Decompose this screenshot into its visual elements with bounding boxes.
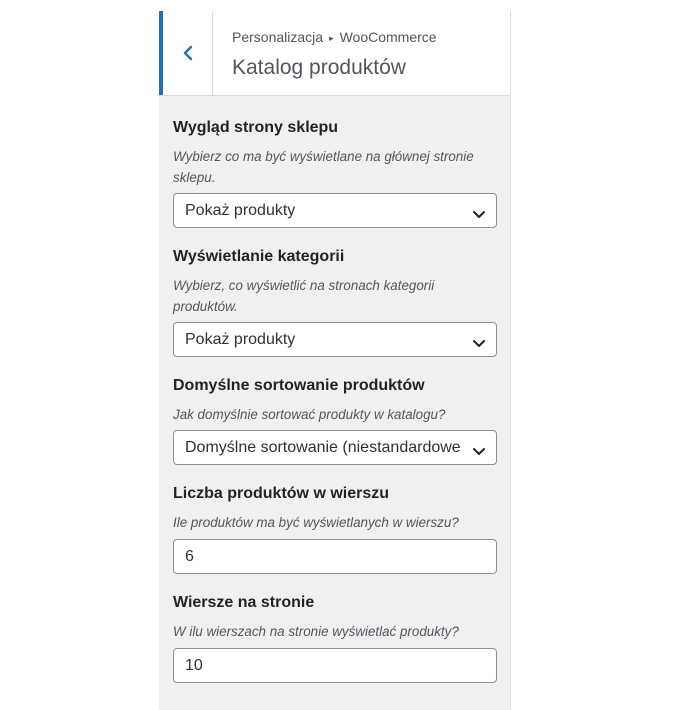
rows-per-page-input[interactable] [173, 648, 497, 683]
breadcrumb-current: WooCommerce [339, 29, 437, 45]
header-text [232, 28, 500, 81]
chevron-left-icon [182, 45, 194, 61]
controls-list [173, 118, 497, 683]
chevron-down-icon [472, 443, 486, 461]
select-value: Domyślne sortowanie (niestandardowe [185, 439, 461, 456]
control-description: Jak domyślnie sortować produkty w katalogu? [173, 407, 446, 422]
chevron-down-icon [472, 206, 486, 224]
control-label: Wyświetlanie kategorii [173, 248, 345, 265]
control-label: Domyślne sortowanie produktów [173, 377, 425, 394]
control-description: Wybierz co ma być wyświetlane na głównej stronie sklepu. [173, 149, 474, 185]
panel-header [159, 11, 510, 96]
back-button[interactable] [159, 11, 213, 95]
customizer-panel [159, 11, 511, 710]
breadcrumb [232, 28, 500, 48]
shop-page-select[interactable] [173, 193, 497, 228]
select-value: Pokaż produkty [185, 202, 296, 219]
control-label: Liczba produktów w wierszu [173, 485, 390, 502]
breadcrumb-root: Personalizacja [232, 29, 324, 45]
control-shop-page [173, 118, 497, 228]
chevron-down-icon [472, 335, 486, 353]
control-rows-per-page [173, 593, 497, 683]
input-value: 10 [185, 657, 203, 674]
control-description: W ilu wierszach na stronie wyświetlać produkty? [173, 624, 459, 639]
category-display-select[interactable] [173, 322, 497, 357]
control-label: Wygląd strony sklepu [173, 119, 339, 136]
control-description: Ile produktów ma być wyświetlanych w wierszu? [173, 515, 459, 530]
control-label: Wiersze na stronie [173, 594, 315, 611]
section-title: Katalog produktów [232, 56, 406, 79]
control-default-sorting [173, 376, 497, 465]
control-products-per-row [173, 484, 497, 574]
control-description: Wybierz, co wyświetlić na stronach kategorii produktów. [173, 278, 435, 314]
select-value: Pokaż produkty [185, 331, 296, 348]
input-value: 6 [185, 548, 194, 565]
default-sorting-select[interactable] [173, 430, 497, 465]
breadcrumb-separator: ▸ [329, 33, 334, 43]
control-category-display [173, 247, 497, 357]
products-per-row-input[interactable] [173, 539, 497, 574]
